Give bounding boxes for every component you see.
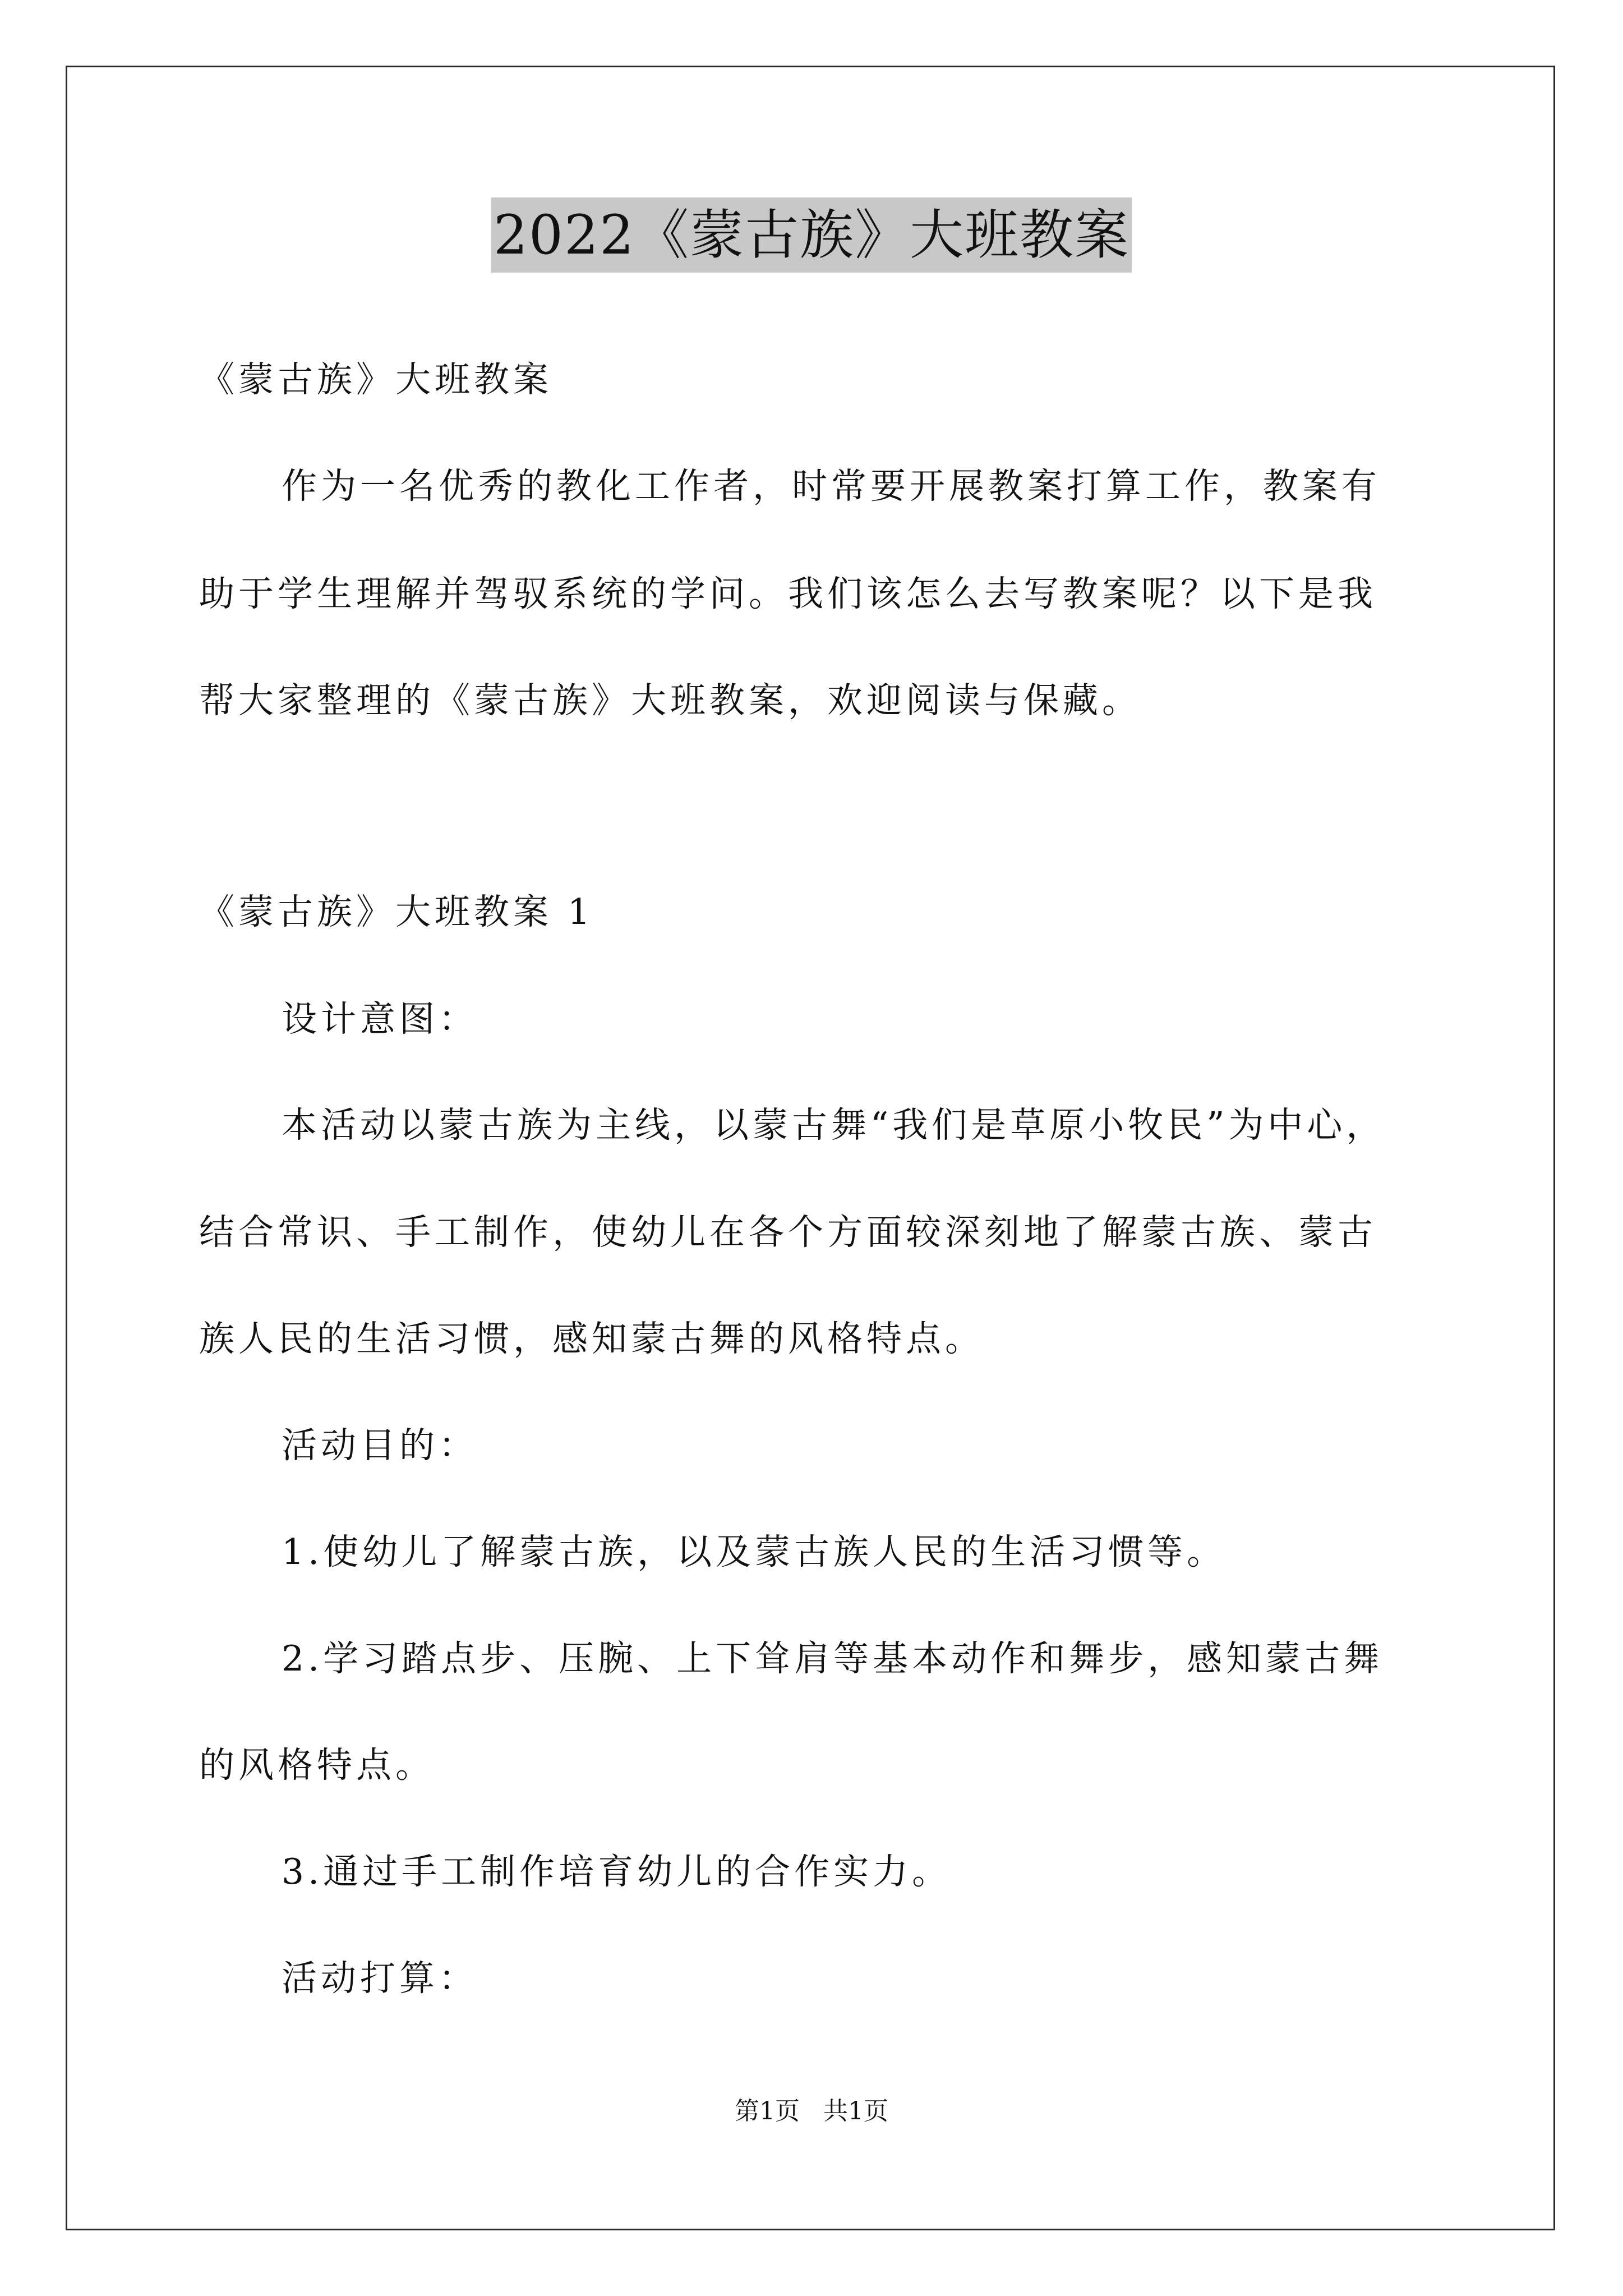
page-number-footer: 第1页 共1页 (735, 2097, 888, 2125)
title-container (0, 197, 1623, 273)
design-intent-label: 设计意图： (282, 999, 478, 1039)
design-intent-line-2: 结合常识、手工制作，使幼儿在各个方面较深刻地了解蒙古族、蒙古 (199, 1212, 1377, 1253)
design-intent-line-1: 本活动以蒙古族为主线，以蒙古舞“我们是草原小牧民”为中心， (282, 1105, 1386, 1145)
goal-1: 1.使幼儿了解蒙古族，以及蒙古族人民的生活习惯等。 (282, 1531, 1227, 1572)
goal-2-line-1: 2.学习踏点步、压腕、上下耸肩等基本动作和舞步，感知蒙古舞 (282, 1638, 1384, 1679)
intro-line-2: 助于学生理解并驾驭系统的学问。我们该怎么去写教案呢？以下是我 (199, 573, 1377, 614)
intro-line-1: 作为一名优秀的教化工作者，时常要开展教案打算工作，教案有 (282, 466, 1381, 507)
intro-line-3: 帮大家整理的《蒙古族》大班教案，欢迎阅读与保藏。 (199, 680, 1141, 721)
preparation-label: 活动打算： (282, 1958, 478, 1999)
goals-label: 活动目的： (282, 1425, 478, 1466)
section-heading: 《蒙古族》大班教案 1 (199, 891, 594, 932)
goal-3: 3.通过手工制作培育幼儿的合作实力。 (282, 1851, 952, 1892)
goal-2-line-2: 的风格特点。 (199, 1745, 435, 1786)
subtitle: 《蒙古族》大班教案 (199, 359, 552, 400)
document-title: 2022《蒙古族》大班教案 (491, 197, 1132, 273)
design-intent-line-3: 族人民的生活习惯，感知蒙古舞的风格特点。 (199, 1318, 984, 1359)
